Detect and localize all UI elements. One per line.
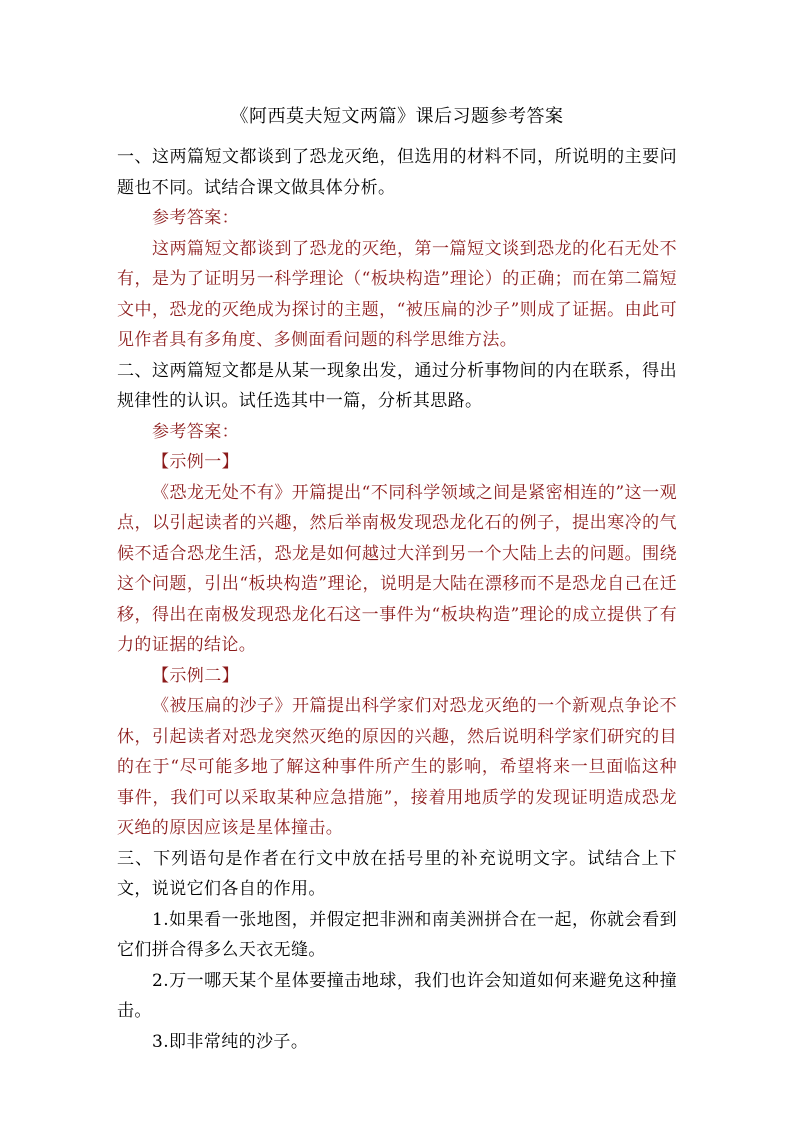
answer-label-1: 参考答案： (152, 208, 239, 228)
answer-1: 这两篇短文都谈到了恐龙的灭绝，第一篇短文谈到恐龙的化石无处不有，是为了证明另一科学理论（“板块构造”理论）的正确；而在第二篇短文中，恐龙的灭绝成为探讨的主题，“被压扁的沙子”则成了证据。由此可见作者具有多角度、多侧面看问题的科学思维方法。 (117, 238, 677, 350)
question-3-item-3: 3.即非常纯的沙子。 (152, 1031, 309, 1052)
example-2-text: 《被压扁的沙子》开篇提出科学家们对恐龙灭绝的一个新观点争论不休，引起读者对恐龙突然灭绝的原因的兴趣，然后说明科学家们研究的目的在于“尽可能多地了解这种事件所产生的影响，希望将来一旦面临这种事件，我们可以采取某种应急措施”，接着用地质学的发现证明造成恐龙灭绝的原因应该是星体撞击。 (117, 696, 677, 838)
example-1-text: 《恐龙无处不有》开篇提出“不同科学领域之间是紧密相连的”这一观点，以引起读者的兴趣，然后举南极发现恐龙化石的例子，提出寒冷的气候不适合恐龙生活，恐龙是如何越过大洋到另一个大陆上去的问题。围绕这个问题，引出“板块构造”理论，说明是大陆在漂移而不是恐龙自己在迁移，得出在南极发现恐龙化石这一事件为“板块构造”理论的成立提供了有力的证据的结论。 (117, 482, 677, 655)
document-body (117, 142, 677, 1057)
document-title: 《阿西莫夫短文两篇》课后习题参考答案 (230, 106, 564, 127)
example-2-label: 【示例二】 (152, 665, 239, 686)
question-1: 一、这两篇短文都谈到了恐龙灭绝，但选用的材料不同，所说明的主要问题也不同。试结合课文做具体分析。 (117, 147, 677, 198)
answer-label-2: 参考答案： (152, 421, 239, 442)
question-3: 三、下列语句是作者在行文中放在括号里的补充说明文字。试结合上下文，说说它们各自的作用。 (117, 848, 677, 899)
question-3-item-2: 2.万一哪天某个星体要撞击地球，我们也许会知道如何来避免这种撞击。 (117, 970, 677, 1021)
question-3-item-1: 1.如果看一张地图，并假定把非洲和南美洲拼合在一起，你就会看到它们拼合得多么天衣无缝。 (117, 909, 677, 960)
example-1-label: 【示例一】 (152, 452, 239, 472)
question-2: 二、这两篇短文都是从某一现象出发，通过分析事物间的内在联系，得出规律性的认识。试任选其中一篇，分析其思路。 (117, 360, 677, 411)
